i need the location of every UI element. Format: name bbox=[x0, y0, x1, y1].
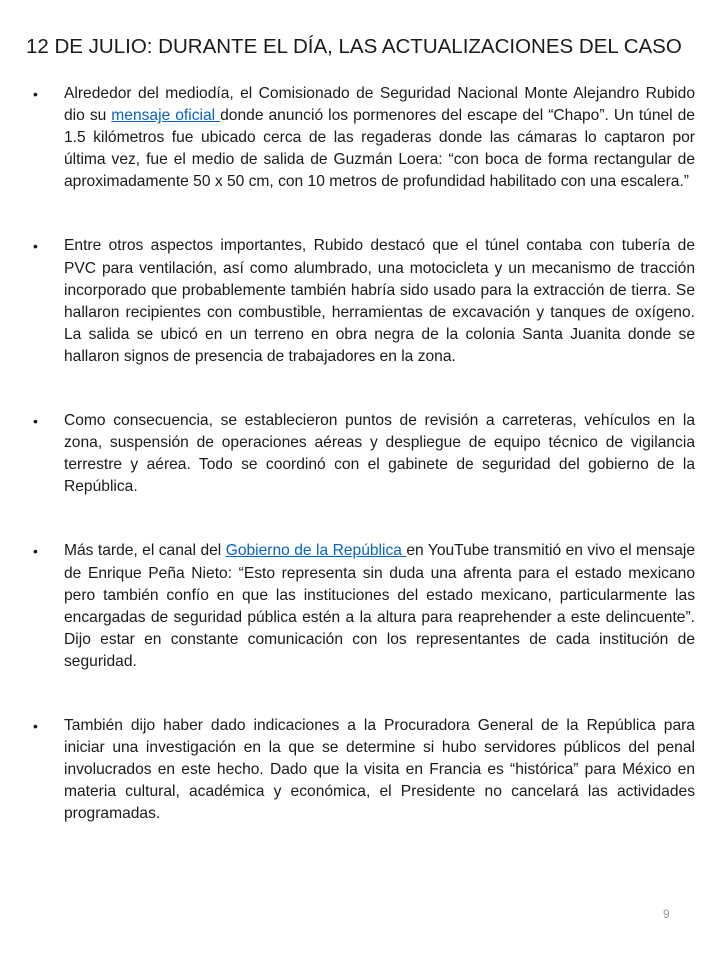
bullet-text: donde anunció los pormenores del escape del “Chapo”. Un túnel de 1.5 kilómetros fue ubicado cerca de las regaderas donde las cámaras lo captaron por última vez, fue el medio de salida de Guzmán Loera: “con boca de forma rectangular de aproximadamente 50 x 50 cm, con 10 metros de profundidad habilitado con una escalera.” bbox=[64, 107, 695, 191]
bullet-text: Entre otros aspectos importantes, Rubido destacó que el túnel contaba con tubería de PVC para ventilación, así como alumbrado, una motocicleta y un mecanismo de tracción incorporado que probablemente también habría sido usado para la extracción de tierra. Se hallaron recipientes con combustible, herramientas de excavación y tanques de oxígeno. La salida se ubicó en un terreno en obra negra de la colonia Santa Juanita donde se hallaron signos de presencia de trabajadores en la zona. bbox=[64, 237, 695, 365]
bullet-icon: • bbox=[33, 543, 38, 560]
bullet-item bbox=[33, 410, 695, 498]
bullet-item bbox=[33, 235, 695, 368]
bullet-icon: • bbox=[33, 717, 38, 734]
bullet-list bbox=[33, 83, 695, 867]
page-number: 9 bbox=[663, 907, 670, 921]
bullet-text: También dijo haber dado indicaciones a la Procuradora General de la República para iniciar una investigación en la que se determine si hubo servidores públicos del penal involucrados en este hecho. Dado que la visita en Francia es “histórica” para México en materia cultural, académica y económica, el Presidente no cancelará las actividades programadas. bbox=[64, 716, 695, 823]
bullet-item bbox=[33, 715, 695, 825]
mensaje-oficial-link[interactable]: mensaje oficial bbox=[111, 107, 221, 125]
gobierno-republica-link[interactable]: Gobierno de la República bbox=[225, 542, 407, 560]
page-title: 12 DE JULIO: DURANTE EL DÍA, LAS ACTUALIZACIONES DEL CASO bbox=[26, 35, 682, 58]
bullet-text: Alrededor del mediodía, el Comisionado de Seguridad Nacional Monte Alejandro Rubido dio su bbox=[64, 85, 695, 125]
bullet-item bbox=[33, 540, 695, 673]
bullet-icon: • bbox=[33, 238, 38, 255]
bullet-icon: • bbox=[33, 86, 38, 102]
bullet-text: Como consecuencia, se establecieron puntos de revisión a carreteras, vehículos en la zona, suspensión de operaciones aéreas y despliegue de equipo técnico de vigilancia terrestre y aérea. Todo se coordinó con el gabinete de seguridad del gobierno de la República. bbox=[64, 412, 695, 496]
bullet-text: en YouTube transmitió en vivo el mensaje de Enrique Peña Nieto: “Esto representa sin duda una afrenta para el estado mexicano pero también confío en que las instituciones del estado mexicano, particularmente las encargadas de seguridad pública estén a la altura para reaprehender a este delincuente”. Dijo estar en constante comunicación con los representantes de cada institución de seguridad. bbox=[64, 542, 695, 670]
bullet-icon: • bbox=[33, 413, 38, 430]
bullet-item bbox=[33, 83, 695, 193]
bullet-text: Más tarde, el canal del bbox=[64, 542, 226, 560]
